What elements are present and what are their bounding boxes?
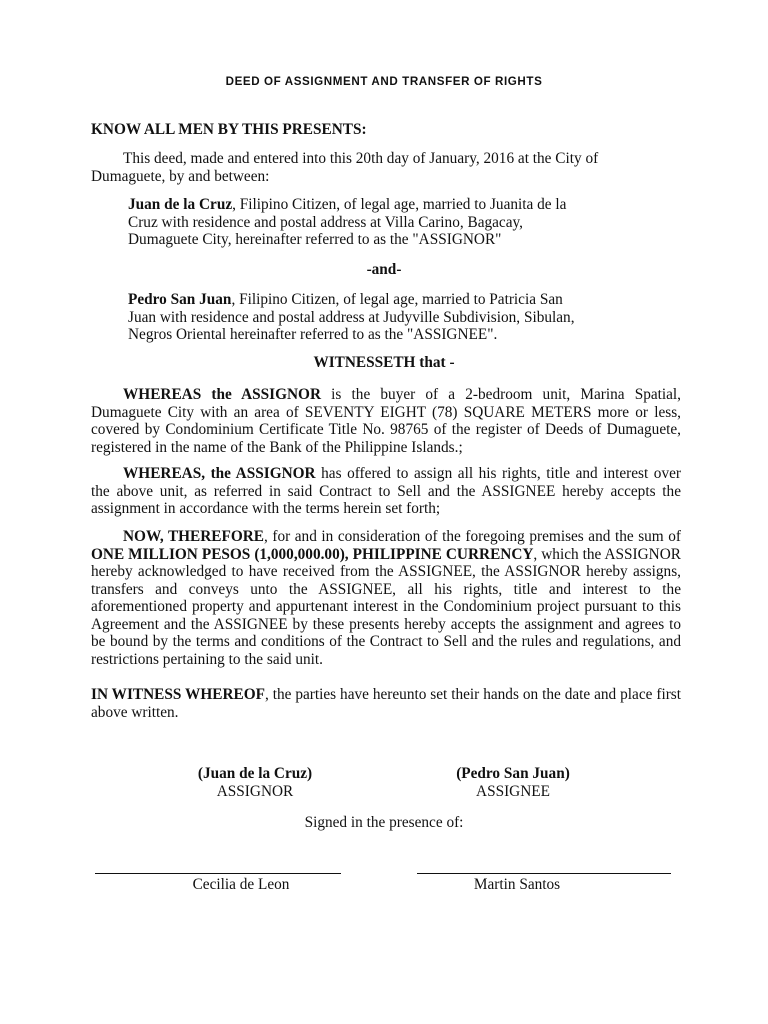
assignor-party-line-3: Dumaguete City, hereinafter referred to as the "ASSIGNOR" [128, 231, 502, 248]
whereas-1-paragraph [91, 386, 681, 456]
document-title: DEED OF ASSIGNMENT AND TRANSFER OF RIGHTS [225, 75, 543, 88]
assignor-party-line-1 [128, 196, 628, 214]
assignee-party-block [128, 291, 628, 344]
in-witness-text: , the parties have hereunto set their hands on the date and place first above written. [91, 686, 681, 721]
whereas-1-text: is the buyer of a 2-bedroom unit, Marina Spatial, Dumaguete City with an area of SEVENTY EIGHT (78) SQUARE METERS more or less, covered by Condominium Certificate Title No. 98765 of the register of Deeds of Dumaguete, registered in the name of the Bank of the Philippine Islands.; [91, 386, 681, 456]
assignee-signature-block [408, 765, 618, 800]
assignee-role-label: ASSIGNEE [476, 782, 550, 800]
in-witness-paragraph [91, 686, 681, 721]
assignee-party-line-2: Juan with residence and postal address at Judyville Subdivision, Sibulan, [128, 308, 575, 326]
witness-2-name: Martin Santos [473, 876, 561, 893]
in-witness-bold: IN WITNESS WHEREOF [91, 686, 265, 703]
whereas-1-bold: WHEREAS the ASSIGNOR [123, 386, 321, 403]
assignee-party-text: , Filipino Citizen, of legal age, married to Patricia San [231, 291, 563, 308]
whereas-2-paragraph [91, 465, 681, 518]
assignee-party-line-1 [128, 291, 628, 309]
witness-1-signature-line [95, 873, 341, 874]
and-label: -and- [366, 261, 402, 278]
now-therefore-text-1: , for and in consideration of the foregoing premises and the sum of [264, 528, 681, 545]
witnesseth-heading [0, 354, 768, 372]
assignor-signature-block [150, 765, 360, 800]
and-separator [0, 261, 768, 279]
signed-presence-label: Signed in the presence of: [304, 814, 464, 831]
assignor-party-line-2: Cruz with residence and postal address at Villa Carino, Bagacay, [128, 213, 523, 231]
witness-2-signature-line [417, 873, 671, 874]
assignee-party-name: Pedro San Juan [128, 291, 232, 308]
consideration-amount: ONE MILLION PESOS (1,000,000.00), PHILIPPINE CURRENCY [91, 545, 534, 563]
intro-line-2: Dumaguete, by and between: [91, 167, 270, 185]
assignor-party-text: , Filipino Citizen, of legal age, married to Juanita de la [232, 196, 567, 213]
whereas-2-bold: WHEREAS, the ASSIGNOR [123, 465, 316, 482]
intro-line-1: This deed, made and entered into this 20th day of January, 2016 at the City of [123, 150, 599, 167]
now-therefore-paragraph [91, 528, 681, 668]
whereas-2-text: has offered to assign all his rights, title and interest over the above unit, as referred in said Contract to Sell and the ASSIGNEE hereby accepts the assignment in accordance with the terms herein set forth; [91, 465, 681, 517]
assignor-party-name: Juan de la Cruz [128, 196, 233, 213]
assignor-signatory-name: (Juan de la Cruz) [197, 765, 313, 782]
now-therefore-text-2: , which the ASSIGNOR hereby acknowledged to have received from the ASSIGNEE, the ASSIGNOR hereby assigns, transfers and conveys unto the ASSIGNEE, all his rights, title and interest to the aforementioned property and appurtenant interest in the Condominium project pursuant to this Agreement and the ASSIGNEE by these presents hereby accepts the assignment and agrees to be bound by the terms and conditions of the Contract to Sell and the rules and regulations, and restrictions pertaining to the said unit. [91, 545, 681, 668]
witnesseth-label: WITNESSETH that - [313, 354, 455, 371]
assignor-role-label: ASSIGNOR [216, 782, 294, 800]
know-all-heading: KNOW ALL MEN BY THIS PRESENTS: [91, 121, 367, 138]
assignee-signatory-name: (Pedro San Juan) [456, 765, 570, 782]
assignor-party-block [128, 196, 628, 249]
now-therefore-bold: NOW, THEREFORE [123, 528, 264, 545]
intro-paragraph [91, 150, 681, 185]
witness-1-name: Cecilia de Leon [192, 876, 290, 893]
assignee-party-line-3: Negros Oriental hereinafter referred to as the "ASSIGNEE". [128, 326, 498, 343]
